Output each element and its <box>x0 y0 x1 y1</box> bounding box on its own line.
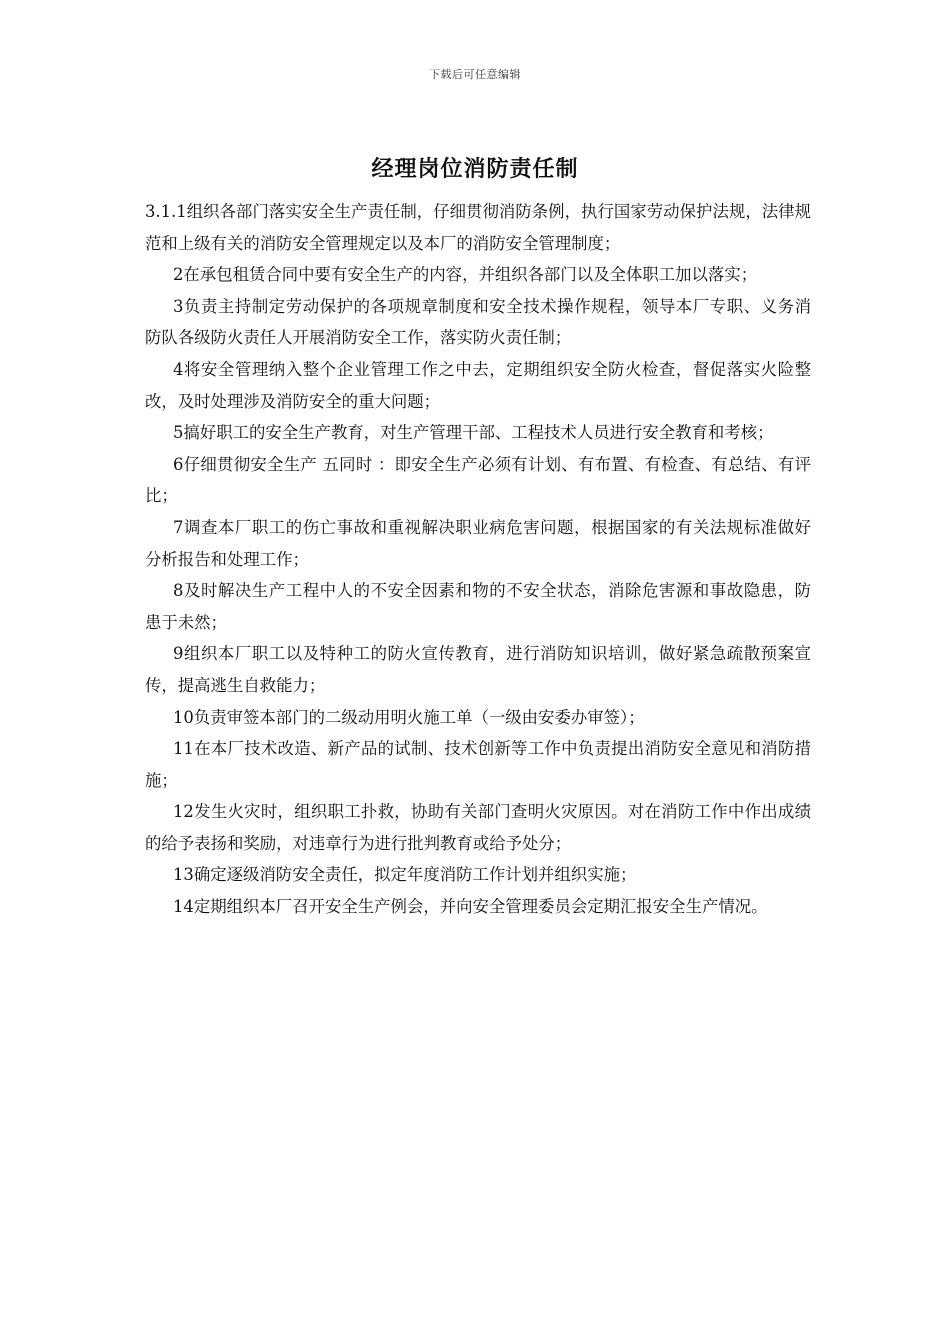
paragraph-11: 11在本厂技术改造、新产品的试制、技术创新等工作中负责提出消防安全意见和消防措施； <box>145 739 811 790</box>
paragraph-9: 9组织本厂职工以及特种工的防火宣传教育，进行消防知识培训，做好紧急疏散预案宣 传，提高逃生自救能力； <box>145 644 811 695</box>
paragraph-5: 5搞好职工的安全生产教育，对生产管理干部、工程技术人员进行安全教育和考核； <box>173 423 774 443</box>
document-title: 经理岗位消防责任制 <box>371 157 579 182</box>
paragraph-2: 2在承包租赁合同中要有安全生产的内容，并组织各部门以及全体职工加以落实； <box>173 265 758 285</box>
paragraph-12: 12发生火灾时，组织职工扑救，协助有关部门查明火灾原因。对在消防工作中作出成绩 的给予表扬和奖励，对违章行为进行批判教育或给予处分； <box>145 802 811 853</box>
paragraph-3-1-1: 3.1.1组织各部门落实安全生产责任制，仔细贯彻消防条例，执行国家劳动保护法规，法律规范和上级有关的消防安全管理规定以及本厂的消防安全管理制度； <box>145 202 811 253</box>
paragraph-3: 3负责主持制定劳动保护的各项规章制度和安全技术操作规程，领导本厂专职、义务消 防队各级防火责任人开展消防安全工作，落实防火责任制； <box>145 296 811 348</box>
paragraph-14: 14定期组织本厂召开安全生产例会，并向安全管理委员会定期汇报安全生产情况。 <box>173 897 768 917</box>
paragraph-6: 6仔细贯彻安全生产 五同时 ：即安全生产必须有计划、有布置、有检查、有总结、有评比； <box>145 454 811 506</box>
document-body <box>145 196 811 923</box>
header-note: 下载后可任意编辑 <box>429 68 521 81</box>
paragraph-10: 10负责审签本部门的二级动用明火施工单（一级由安委办审签）； <box>173 707 645 727</box>
paragraph-7: 7调查本厂职工的伤亡事故和重视解决职业病危害问题，根据国家的有关法规标准做好 分析报告和处理工作； <box>145 517 811 569</box>
paragraph-13: 13确定逐级消防安全责任，拟定年度消防工作计划并组织实施； <box>173 865 637 885</box>
paragraph-8: 8及时解决生产工程中人的不安全因素和物的不安全状态，消除危害源和事故隐患，防 患于未然； <box>145 581 811 632</box>
paragraph-4: 4将安全管理纳入整个企业管理工作之中去，定期组织安全防火检查，督促落实火险整 改，及时处理涉及消防安全的重大问题； <box>145 359 811 411</box>
